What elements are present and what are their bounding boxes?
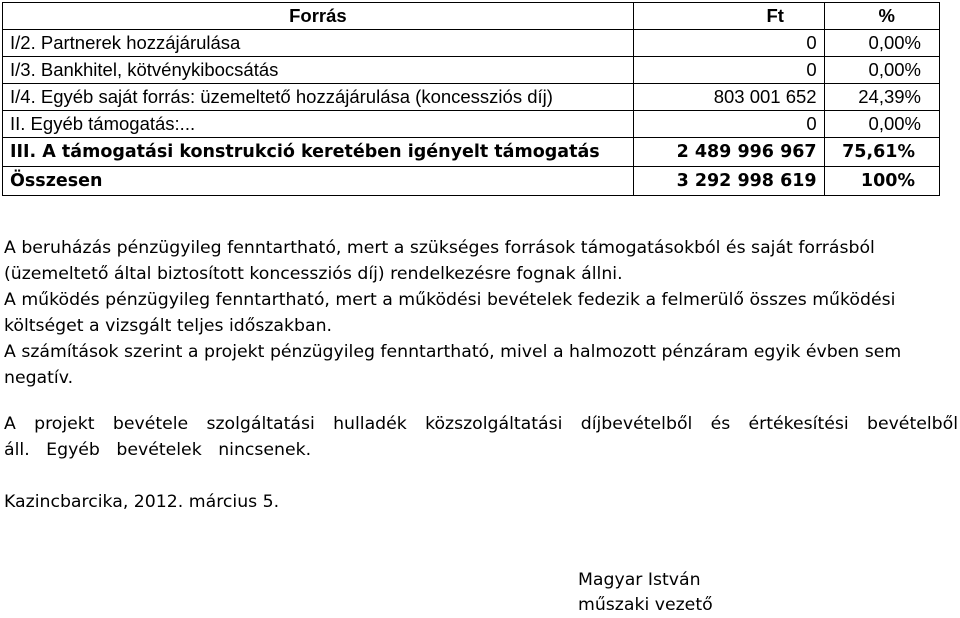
total-percent: 100% [824, 167, 939, 196]
row-amount: 0 [633, 30, 824, 57]
total-label: Összesen [3, 167, 634, 196]
row-source: II. Egyéb támogatás:... [3, 111, 634, 138]
total-amount: 3 292 998 619 [633, 167, 824, 196]
row-amount: 0 [633, 111, 824, 138]
row-percent: 0,00% [824, 111, 939, 138]
table-row [3, 84, 940, 111]
paragraph-revenue: A projekt bevétele szolgáltatási hulladék közszolgáltatási díjbevételből és értékesítési bevételből áll. Egyéb bevételek nincsenek. [4, 414, 958, 460]
row-percent: 0,00% [824, 30, 939, 57]
row-amount: 0 [633, 57, 824, 84]
table-header-row [3, 3, 940, 30]
table-row [3, 138, 940, 167]
table-row [3, 30, 940, 57]
row-amount: 2 489 996 967 [633, 138, 824, 167]
table-total-row [3, 167, 940, 196]
signature-title: műszaki vezető [578, 595, 713, 615]
paragraph-investment-sustainability: A beruházás pénzügyileg fenntartható, mert a szükséges források támogatásokból és saját forrásból (üzemeltető által biztosított koncessziós díj) rendelkezésre fognak állni. [4, 238, 875, 284]
row-percent: 75,61% [824, 138, 939, 167]
row-percent: 24,39% [824, 84, 939, 111]
row-source: I/2. Partnerek hozzájárulása [3, 30, 634, 57]
header-percent: % [824, 3, 939, 30]
table-row [3, 57, 940, 84]
place-and-date: Kazincbarcika, 2012. március 5. [4, 492, 280, 512]
row-source: I/3. Bankhitel, kötvénykibocsátás [3, 57, 634, 84]
header-amount: Ft [633, 3, 824, 30]
table-row [3, 111, 940, 138]
header-source: Forrás [3, 3, 634, 30]
funding-sources-table [2, 2, 940, 196]
row-percent: 0,00% [824, 57, 939, 84]
signature-name: Magyar István [578, 570, 701, 590]
row-source: I/4. Egyéb saját forrás: üzemeltető hozzájárulása (koncessziós díj) [3, 84, 634, 111]
signature-block [578, 568, 713, 618]
paragraph-operation-sustainability: A működés pénzügyileg fenntartható, mert a működési bevételek fedezik a felmerülő összes működési költséget a vizsgált teljes időszakban. [4, 290, 896, 336]
row-source: III. A támogatási konstrukció keretében igényelt támogatás [3, 138, 634, 167]
row-amount: 803 001 652 [633, 84, 824, 111]
paragraph-cashflow: A számítások szerint a projekt pénzügyileg fenntartható, mivel a halmozott pénzáram egyik évben sem negatív. [4, 342, 902, 388]
